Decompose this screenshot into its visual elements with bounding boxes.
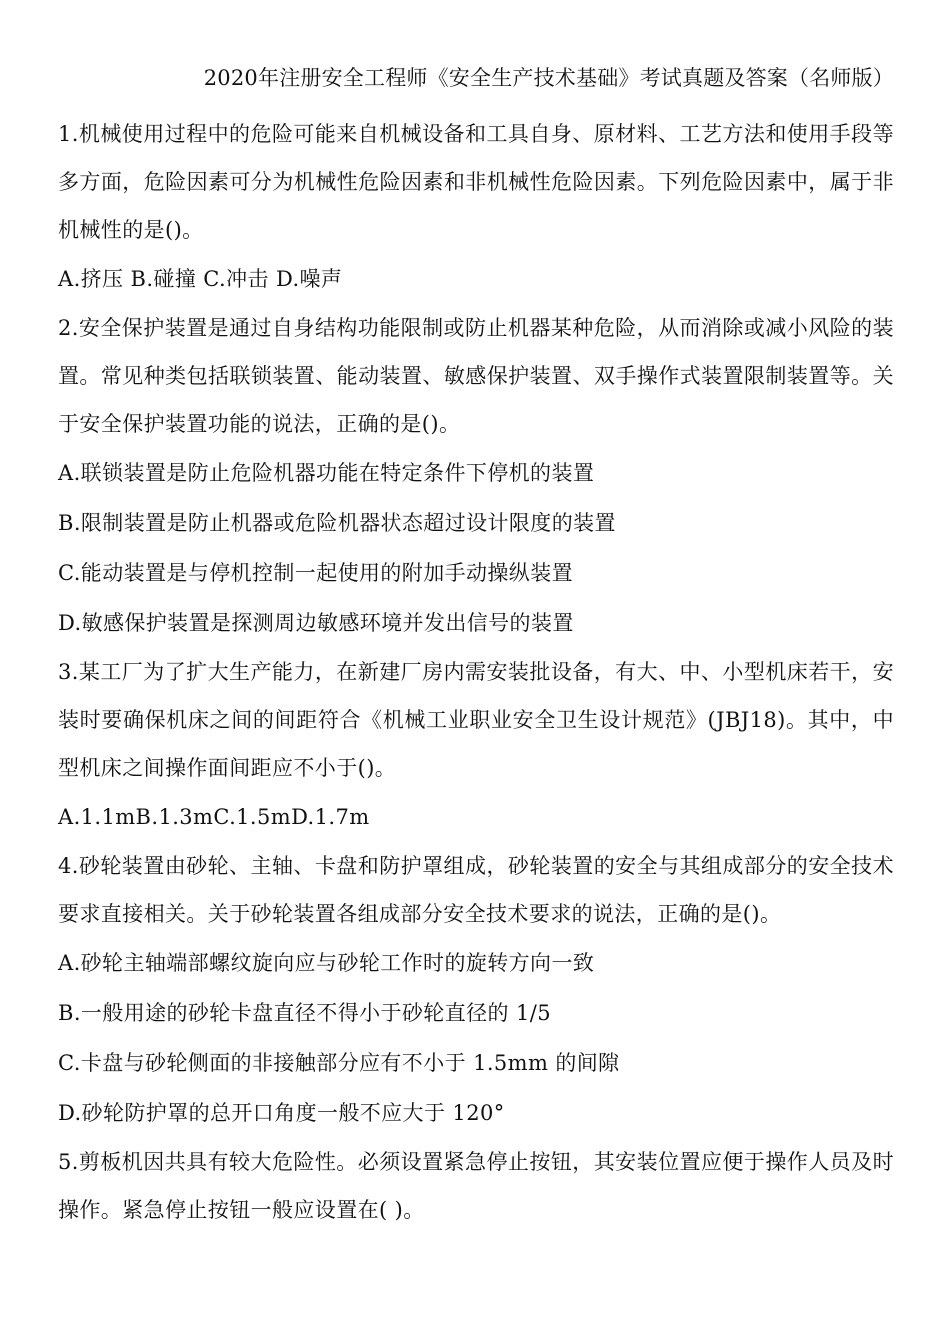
question-2-option-a: A.联锁装置是防止危险机器功能在特定条件下停机的装置 — [58, 461, 595, 485]
question-4-option-c: C.卡盘与砂轮侧面的非接触部分应有不小于 1.5mm 的间隙 — [58, 1051, 620, 1075]
document-title: 2020年注册安全工程师《安全生产技术基础》考试真题及答案（名师版） — [203, 66, 894, 90]
question-2-option-c: C.能动装置是与停机控制一起使用的附加手动操纵装置 — [58, 561, 573, 585]
question-4-stem: 4.砂轮装置由砂轮、主轴、卡盘和防护罩组成，砂轮装置的安全与其组成部分的安全技术要求直接相关。关于砂轮装置各组成部分安全技术要求的说法，正确的是()。 — [58, 854, 894, 926]
question-4-option-d: D.砂轮防护罩的总开口角度一般不应大于 120° — [58, 1101, 505, 1125]
question-1-options: A.挤压 B.碰撞 C.冲击 D.噪声 — [58, 267, 343, 291]
question-1-stem: 1.机械使用过程中的危险可能来自机械设备和工具自身、原材料、工艺方法和使用手段等多方面，危险因素可分为机械性危险因素和非机械性危险因素。下列危险因素中，属于非机械性的是()。 — [58, 122, 894, 242]
question-2-option-b: B.限制装置是防止机器或危险机器状态超过设计限度的装置 — [58, 511, 616, 535]
question-2-stem: 2.安全保护装置是通过自身结构功能限制或防止机器某种危险，从而消除或减小风险的装置。常见种类包括联锁装置、能动装置、敏感保护装置、双手操作式装置限制装置等。关于安全保护装置功能的说法，正确的是()。 — [58, 316, 894, 436]
document-body — [58, 110, 894, 1234]
question-3-stem: 3.某工厂为了扩大生产能力，在新建厂房内需安装批设备，有大、中、小型机床若干，安装时要确保机床之间的间距符合《机械工业职业安全卫生设计规范》(JBJ18)。其中，中型机床之间操作面间距应不小于()。 — [58, 660, 894, 780]
question-5-stem: 5.剪板机因共具有较大危险性。必须设置紧急停止按钮，其安装位置应便于操作人员及时操作。紧急停止按钮一般应设置在( )。 — [58, 1150, 894, 1222]
question-4-option-b: B.一般用途的砂轮卡盘直径不得小于砂轮直径的 1/5 — [58, 1001, 551, 1025]
question-2-option-d: D.敏感保护装置是探测周边敏感环境并发出信号的装置 — [58, 611, 574, 635]
question-3-options: A.1.1mB.1.3mC.1.5mD.1.7m — [58, 805, 370, 829]
question-4-option-a: A.砂轮主轴端部螺纹旋向应与砂轮工作时的旋转方向一致 — [58, 951, 595, 975]
